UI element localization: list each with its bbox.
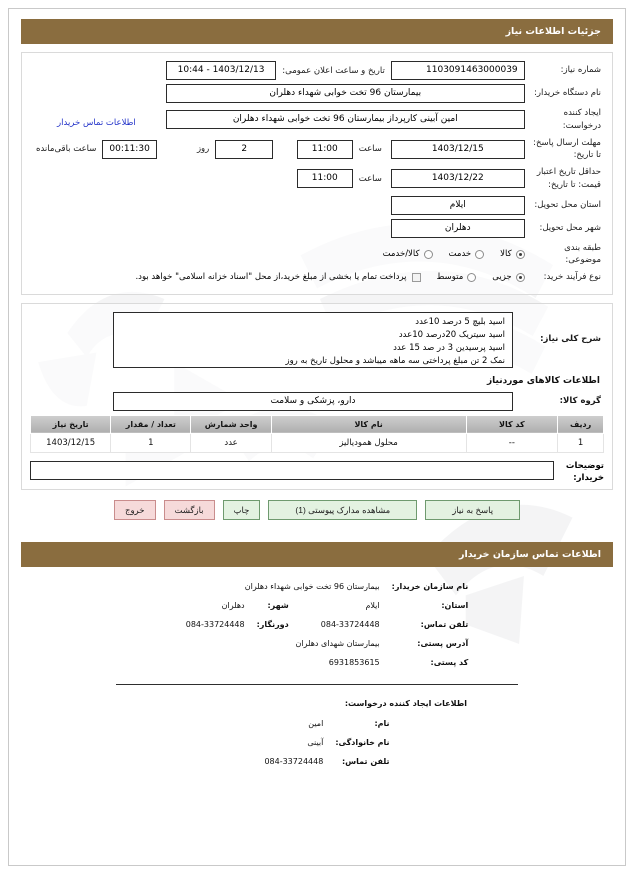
creator-info-table: [238, 714, 395, 771]
value-contact-org-name: بیمارستان 96 تخت خوابی شهداء دهلران: [244, 581, 380, 591]
cell-nam-kala: محلول همودیالیز: [271, 433, 466, 452]
label-creator: ایجاد کننده درخواست:: [562, 108, 601, 131]
col-kod-kala: کد کالا: [466, 415, 558, 433]
label-contact-postal-code: کد پستی:: [430, 657, 469, 667]
radio-label-jozii: جزیی: [492, 272, 512, 283]
checkbox-label-treasury: پرداخت تمام یا بخشی از مبلغ خرید،از محل "اسناد خزانه اسلامی" خواهد بود.: [135, 272, 407, 283]
radio-option-jozii[interactable]: [492, 272, 524, 282]
row-province: [30, 194, 604, 217]
radio-label-kala: کالا: [500, 249, 512, 260]
summary-line-3: اسید پرسیدین 3 در صد 15 عدد: [393, 342, 505, 353]
field-price-validity-date[interactable]: 1403/12/22: [391, 169, 525, 188]
col-tedad: تعداد / مقدار: [111, 415, 191, 433]
field-deadline-hour[interactable]: 11:00: [297, 140, 353, 159]
field-buyer-notes[interactable]: [30, 461, 554, 480]
label-province: استان محل تحویل:: [534, 199, 601, 210]
field-days-remaining[interactable]: 2: [215, 140, 273, 159]
radio-label-motavaset: متوسط: [436, 272, 464, 283]
value-creator-phone: 084-33724448: [264, 756, 324, 766]
need-details-panel: [21, 52, 613, 295]
exit-button[interactable]: خروج: [114, 500, 156, 520]
row-goods-group: [30, 390, 604, 413]
label-deadline: مهلت ارسال پاسخ: تا تاریخ:: [533, 137, 601, 161]
creator-row-phone: [238, 752, 395, 771]
back-button[interactable]: بازگشت: [164, 500, 215, 520]
field-announce-datetime[interactable]: 1403/12/13 - 10:44: [166, 61, 276, 80]
label-category: طبقه بندی موضوعی:: [564, 242, 601, 266]
label-contact-province: استان:: [441, 600, 469, 610]
label-contact-phone: تلفن تماس:: [420, 619, 469, 629]
row-category: [30, 240, 604, 270]
label-buyer-notes: توضیحات خریدار:: [565, 460, 604, 483]
cell-tarikh-niaz: 1403/12/15: [31, 433, 111, 452]
label-days-unit: روز: [196, 144, 210, 155]
buyer-contact-block: [21, 577, 613, 771]
goods-panel: [21, 303, 613, 490]
field-buyer-org[interactable]: بیمارستان 96 تخت خوابی شهداء دهلران: [166, 84, 525, 103]
label-deadline-hour: ساعت: [358, 144, 382, 155]
category-radio-group[interactable]: [33, 249, 525, 259]
page-frame: [8, 8, 626, 866]
label-contact-postal-address: آدرس پستی:: [417, 638, 469, 648]
field-summary-description[interactable]: [113, 312, 513, 368]
radio-option-kala-khedmat[interactable]: [383, 249, 433, 259]
value-creator-last-name: آبینی: [307, 737, 324, 747]
field-goods-group[interactable]: دارو، پزشکی و سلامت: [113, 392, 513, 411]
value-contact-postal-address: بیمارستان شهدای دهلران: [295, 638, 380, 648]
cell-radif: 1: [558, 433, 604, 452]
row-buyer-notes: [30, 461, 604, 485]
radio-label-kala-khedmat: کالا/خدمت: [382, 249, 420, 260]
value-contact-fax: 084-33724448: [185, 619, 245, 629]
label-buyer-org: نام دستگاه خریدار:: [534, 88, 601, 99]
contact-row-phone-fax: [160, 615, 475, 634]
label-need-number: شماره نیاز:: [560, 65, 601, 76]
radio-icon-motavaset[interactable]: [467, 273, 476, 282]
col-radif: ردیف: [558, 415, 604, 433]
label-announce-datetime: تاریخ و ساعت اعلان عمومی:: [282, 65, 385, 76]
label-creator-last-name: نام خانوادگی:: [335, 737, 390, 747]
radio-icon-khedmat[interactable]: [475, 250, 484, 259]
value-contact-city: دهلران: [221, 600, 245, 610]
label-creator-first-name: نام:: [374, 718, 390, 728]
view-attachments-button[interactable]: مشاهده مدارک پیوستی (1): [268, 500, 417, 520]
col-nam-kala: نام کالا: [271, 415, 466, 433]
creator-row-first-name: [238, 714, 395, 733]
label-summary: شرح کلی نیاز:: [540, 334, 601, 345]
summary-line-1: اسید بلیچ 5 درصد 10عدد: [415, 316, 505, 327]
value-contact-phone: 084-33724448: [320, 619, 380, 629]
label-contact-org-name: نام سازمان خریدار:: [391, 581, 469, 591]
field-province[interactable]: ایلام: [391, 196, 525, 215]
radio-icon-jozii[interactable]: [516, 273, 525, 282]
action-button-bar: [9, 500, 625, 520]
row-summary: [30, 310, 604, 370]
radio-label-khedmat: خدمت: [448, 249, 472, 260]
summary-line-2: اسید سیتریک 20درصد 10عدد: [398, 329, 505, 340]
label-city: شهر محل تحویل:: [539, 222, 601, 233]
label-creator-phone: تلفن تماس:: [341, 756, 390, 766]
contact-row-postal-address: [160, 634, 475, 653]
cell-kod-kala: --: [466, 433, 558, 452]
goods-info-title: اطلاعات کالاهای موردنیاز: [486, 375, 600, 386]
row-buyer-org: [30, 82, 604, 105]
row-city: [30, 217, 604, 240]
process-radio-group[interactable]: [33, 272, 525, 282]
print-button[interactable]: چاپ: [223, 500, 261, 520]
buyer-contact-link[interactable]: اطلاعات تماس خریدار: [57, 118, 136, 129]
field-need-number[interactable]: 1103091463000039: [391, 61, 525, 80]
radio-option-kala[interactable]: [500, 249, 524, 259]
field-price-validity-hour[interactable]: 11:00: [297, 169, 353, 188]
row-process-type: [30, 269, 604, 286]
field-city[interactable]: دهلران: [391, 219, 525, 238]
creator-block-title: اطلاعات ایجاد کننده درخواست:: [344, 698, 467, 708]
radio-icon-kala-khedmat[interactable]: [424, 250, 433, 259]
section-header-need-details: جزئیات اطلاعات نیاز: [21, 19, 613, 44]
col-tarikh-niaz: تاریخ نیاز: [31, 415, 111, 433]
section-header-buyer-contact: اطلاعات تماس سازمان خریدار: [21, 542, 613, 567]
field-deadline-date[interactable]: 1403/12/15: [391, 140, 525, 159]
buyer-contact-table: [160, 577, 475, 672]
respond-to-need-button[interactable]: پاسخ به نیاز: [425, 500, 520, 520]
value-creator-first-name: امین: [308, 718, 324, 728]
label-time-remaining: ساعت باقی‌مانده: [36, 144, 97, 155]
row-deadline: [30, 135, 604, 165]
summary-line-4: نمک 2 تن مبلغ پرداختی سه ماهه میباشد و محلول تاریخ به روز: [285, 355, 505, 366]
checkbox-treasury-bonds[interactable]: [135, 272, 420, 282]
col-vahed: واحد شمارش: [191, 415, 271, 433]
checkbox-icon-treasury[interactable]: [412, 273, 421, 282]
radio-option-khedmat[interactable]: [449, 249, 485, 259]
cell-vahed: عدد: [191, 433, 271, 452]
label-process-type: نوع فرآیند خرید:: [543, 272, 601, 282]
row-creator: [30, 105, 604, 135]
contact-row-postal-code: [160, 653, 475, 672]
label-contact-city: شهر:: [267, 600, 289, 610]
value-contact-postal-code: 6931853615: [328, 657, 380, 667]
label-goods-group: گروه کالا:: [559, 395, 601, 406]
creator-row-last-name: [238, 733, 395, 752]
label-price-validity-hour: ساعت: [358, 173, 382, 184]
cell-tedad: 1: [111, 433, 191, 452]
radio-icon-kala[interactable]: [516, 250, 525, 259]
row-price-validity: [30, 164, 604, 194]
field-time-remaining: 00:11:30: [102, 140, 156, 159]
field-creator[interactable]: امین آبینی کارپرداز بیمارستان 96 تخت خوابی شهداء دهلران: [166, 110, 525, 129]
radio-option-motavaset[interactable]: [437, 272, 477, 282]
goods-table: [30, 415, 604, 453]
table-row[interactable]: [31, 433, 604, 452]
label-price-validity: حداقل تاریخ اعتبار قیمت: تا تاریخ:: [536, 167, 601, 190]
goods-table-header-row: [31, 415, 604, 433]
label-contact-fax: دورنگار:: [256, 619, 289, 629]
row-need-number: [30, 59, 604, 82]
value-contact-province: ایلام: [365, 600, 380, 610]
contact-row-province-city: [160, 596, 475, 615]
contact-row-org-name: [160, 577, 475, 596]
